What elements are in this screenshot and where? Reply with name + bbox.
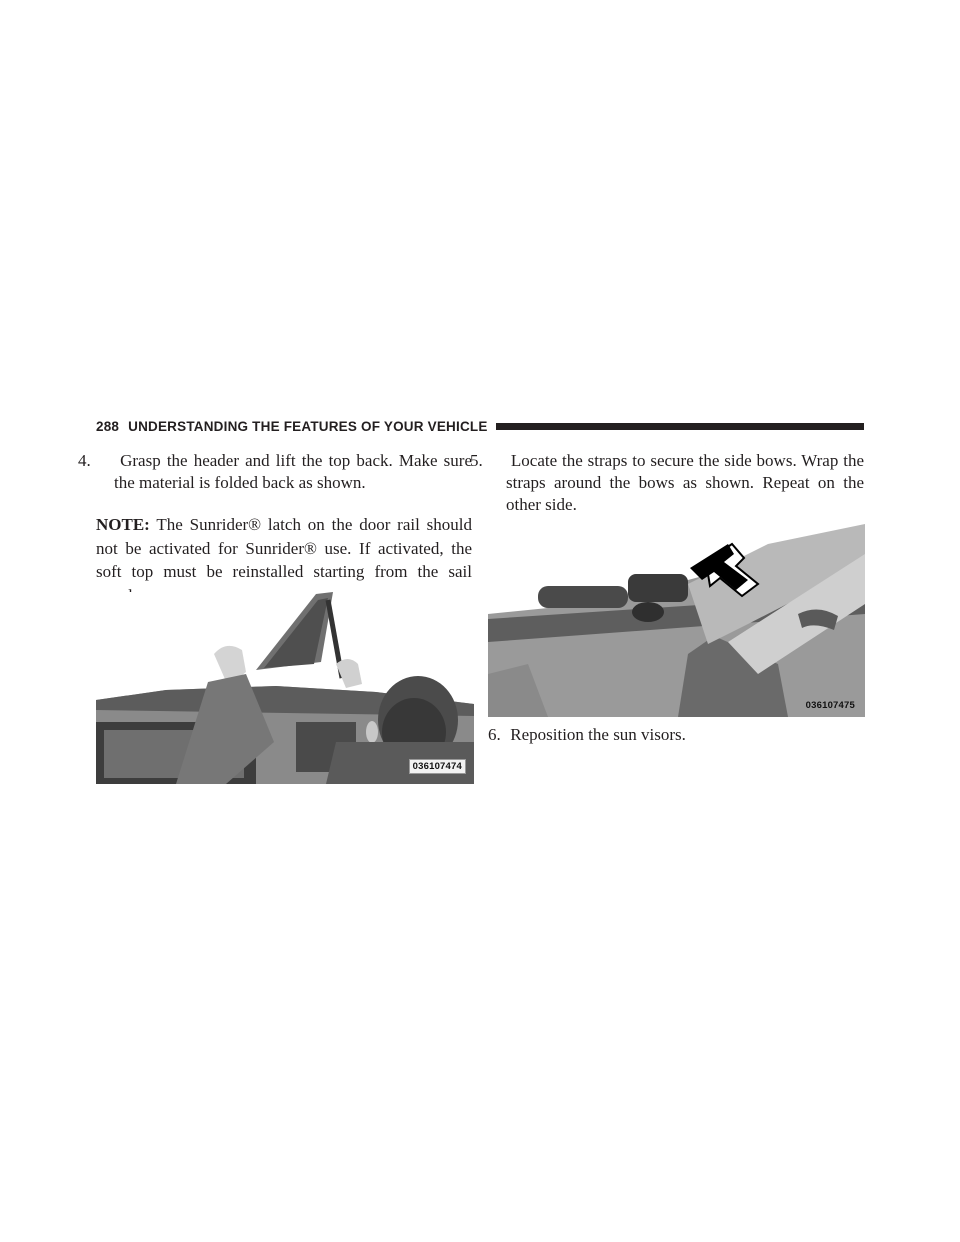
note-label: NOTE: [96, 515, 150, 534]
step-5 [470, 450, 865, 516]
note-text: The Sunrider® latch on the door rail should not be activated for Sunrider® use. If activated, the soft top must be reinstalled starting from the sail [96, 515, 472, 581]
step-text: Grasp the header and lift the top back. Make sure the material is folded back as shown. [114, 451, 472, 492]
step-number: 4. [78, 451, 91, 470]
figure-lift-top [96, 592, 474, 784]
figure-id: 036107474 [409, 759, 466, 774]
step-text: Locate the straps to secure the side bows. Wrap the straps around the bows as shown. Repeat on the other side. [506, 451, 865, 514]
step-6 [488, 724, 686, 746]
left-column [78, 450, 472, 607]
section-title: UNDERSTANDING THE FEATURES OF YOUR VEHICLE [128, 418, 488, 434]
header-rule [496, 423, 864, 430]
step-4 [78, 450, 472, 494]
figure-id: 036107475 [805, 700, 855, 711]
page-number: 288 [96, 418, 120, 434]
figure-strap-bows [488, 524, 865, 717]
step-text: Reposition the sun visors. [510, 725, 686, 744]
lift-top-illustration [96, 592, 474, 784]
right-column [470, 450, 865, 516]
step-number: 6. [488, 725, 501, 744]
running-header [96, 417, 864, 435]
step-number: 5. [470, 451, 483, 470]
strap-bows-illustration [488, 524, 865, 717]
